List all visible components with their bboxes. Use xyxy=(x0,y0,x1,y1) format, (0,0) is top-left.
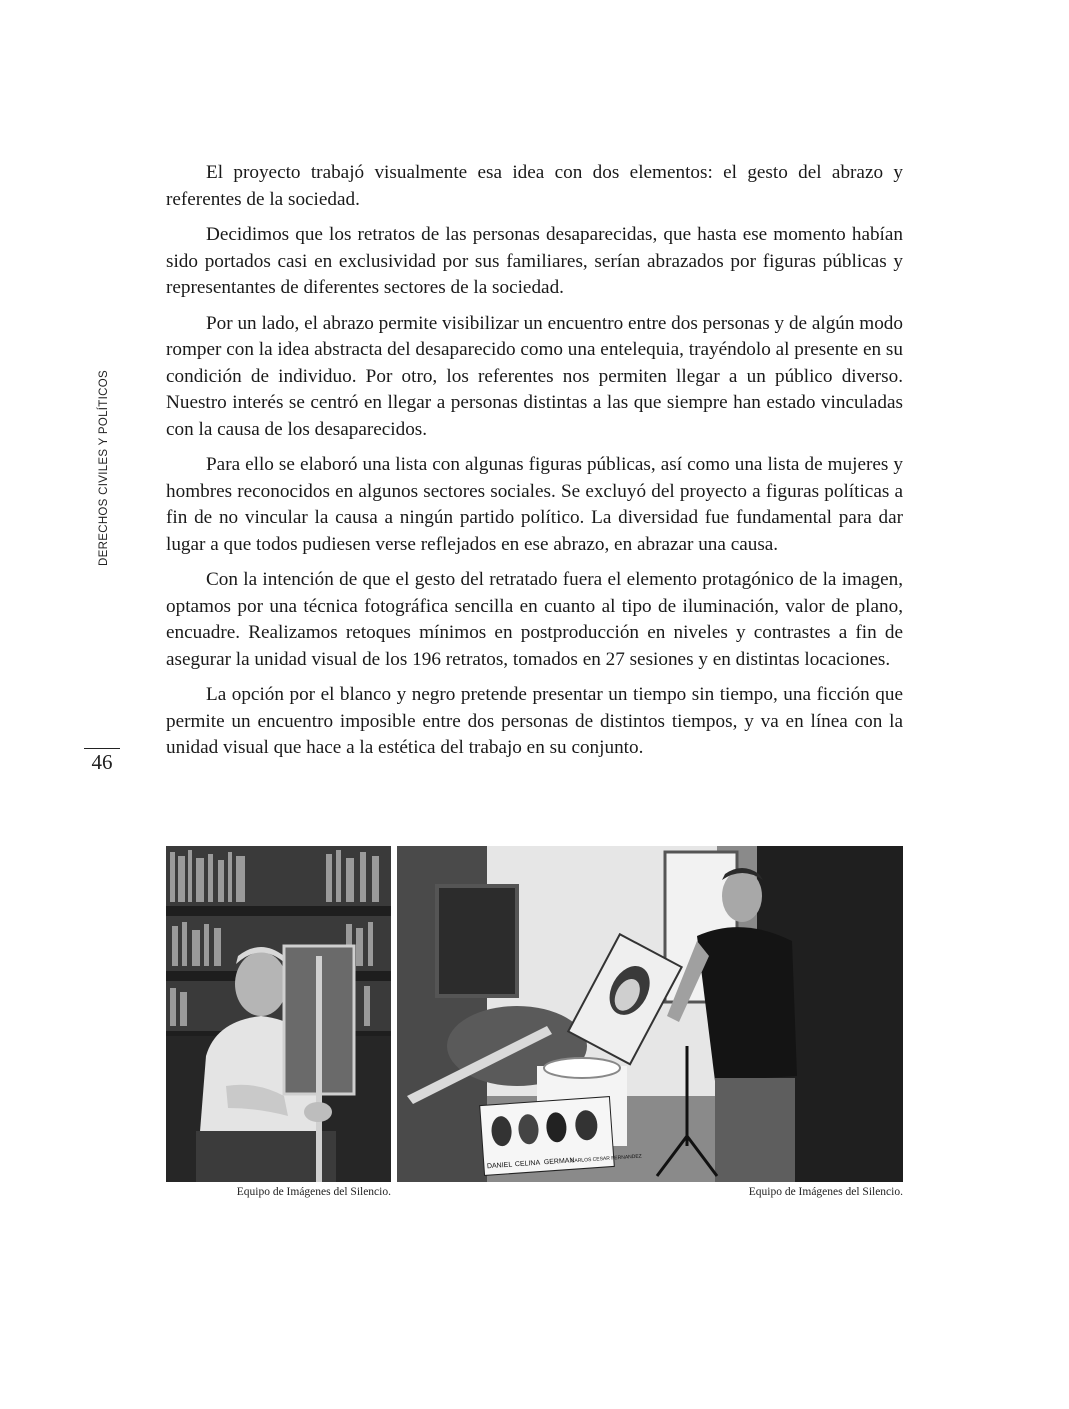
paragraph: El proyecto trabajó visualmente esa idea con dos elementos: el gesto del abrazo y referentes de la sociedad. xyxy=(166,162,903,210)
photo-man-with-portrait xyxy=(166,846,391,1182)
poster-name: GERMAN xyxy=(543,1157,575,1167)
poster-name: DANIEL xyxy=(486,1161,513,1171)
photo-caption-right: Equipo de Imágenes del Silencio. xyxy=(748,1186,903,1198)
paragraph: La opción por el blanco y negro pretende presentar un tiempo sin tiempo, una ficción que permite un encuentro imposible entre dos personas de distintos tiempos, y va en línea con la unidad visual que hace a la estética del trabajo en su conjunto. xyxy=(166,684,903,758)
running-section-title: DERECHOS CIVILES Y POLÍTICOS xyxy=(98,370,110,566)
paragraph: Con la intención de que el gesto del retratado fuera el elemento protagónico de la imagen, optamos por una técnica fotográfica sencilla en cuanto al tipo de iluminación, valor de plano, encuadre. Realizamos retoques mínimos en postproducción en niveles y contrastes a fin de asegurar la unidad visual de los 196 retratos, tomados en 27 sesiones y en distintas locaciones. xyxy=(166,569,903,670)
photo-studio-session xyxy=(397,846,903,1182)
poster-name: CELINA xyxy=(514,1159,541,1169)
body-text xyxy=(166,160,903,771)
paragraph: Por un lado, el abrazo permite visibilizar un encuentro entre dos personas y de algún modo romper con la idea abstracta del desaparecido como una entelequia, trayéndolo al presente en su condición de individuo. Por otro, los referentes nos permiten llegar a un público diverso. Nuestro interés se centró en llegar a personas distintas a las que siempre han estado vinculadas con la causa de los desaparecidos. xyxy=(166,312,903,440)
paragraph: Para ello se elaboró una lista con algunas figuras públicas, así como una lista de mujeres y hombres reconocidos en algunos sectores sociales. Se excluyó del proyecto a figuras políticas a fin de no vincular la causa a ningún partido político. La diversidad fue fundamental para dar lugar a que todos pudiesen verse reflejados en ese abrazo, en abrazar una causa. xyxy=(166,454,903,555)
paragraph: Decidimos que los retratos de las personas desaparecidas, que hasta ese momento habían sido portados casi en exclusividad por sus familiares, serían abrazados por figuras públicas y representantes de diferentes sectores de la sociedad. xyxy=(166,224,903,298)
page-number: 46 xyxy=(91,750,113,774)
photo-caption-left: Equipo de Imágenes del Silencio. xyxy=(236,1186,391,1198)
page-number-rule xyxy=(84,748,120,749)
poster-name: CARLOS CESAR FERNANDEZ xyxy=(570,1153,642,1165)
